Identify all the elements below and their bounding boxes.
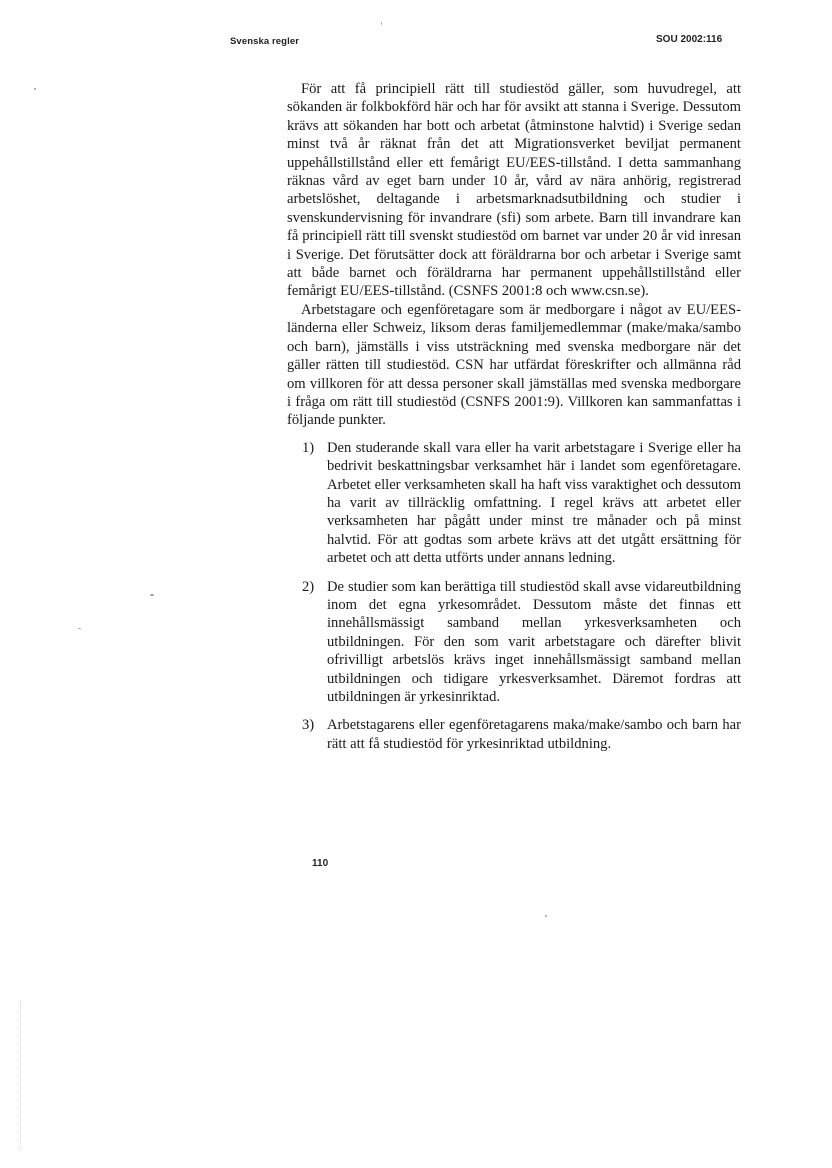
list-item (287, 439, 741, 568)
list-item-text: Den studerande skall vara eller ha varit arbetstagare i Sverige eller ha bedrivit beskattningsbar verksamhet här i landet som egenföretagare. Arbetet eller verksamheten skall ha haft viss varaktighet och dessutom ha varit av tillräcklig omfattning. I regel krävs att arbetet eller verksamheten har pågått under minst tre månader och på minst halvtid. För att godtas som arbete krävs att det utgått ersättning för arbetet och att detta utförts under annans ledning. (327, 439, 741, 567)
list-item-text: Arbetstagarens eller egenföretagarens maka/make/sambo och barn har rätt att få studiestöd för yrkesinriktad utbildning. (327, 717, 741, 752)
list-item-number: 3) (302, 717, 315, 734)
list-item (287, 578, 741, 707)
scan-speck (545, 915, 547, 917)
scan-speck (34, 88, 36, 90)
paragraph-eligibility: För att få principiell rätt till studiestöd gäller, som huvudregel, att sökanden är folkbokförd här och har för avsikt att stanna i Sverige. Dessutom krävs att sökanden har bott och arbetat (åtminstone halvtid) i Sverige sedan minst två år räknat från det att Migrationsverket beviljat permanent uppehållstillstånd eller ett femårigt EU/EES-tillstånd. I detta sammanhang räknas vård av eget barn under 10 år, vård av nära anhörig, registrerad arbetslöshet, deltagande i arbetsmarknadsutbildning och studier i svenskundervisning för invandrare (sfi) som arbete. Barn till invandrare kan få principiell rätt till svenskt studiestöd om barnet var under 20 år vid inresan i Sverige. Det förutsätter dock att föräldrarna bor och arbetar i Sverige samt att både barnet och föräldrarna har permanent uppehållstillstånd eller femårigt EU/EES-tillstånd. (CSNFS 2001:8 och www.csn.se). (287, 81, 741, 300)
scan-edge-artifact (20, 1000, 22, 1150)
paragraph-eu-ees-workers: Arbetstagare och egenföretagare som är medborgare i något av EU/EES-länderna eller Schweiz, liksom deras familjemedlemmar (make/maka/sambo och barn), jämställs i viss utsträckning med svenska medborgare när det gäller rätten till studiestöd. CSN har utfärdat föreskrifter och allmänna råd om villkoren för att dessa personer skall jämställas med svenska medborgare i fråga om rätt till studiestöd (CSNFS 2001:9). Villkoren kan sammanfattas i följande punkter. (287, 301, 741, 429)
list-item-number: 1) (302, 439, 315, 456)
list-item (287, 716, 741, 753)
list-item-number: 2) (302, 578, 315, 595)
scan-speck (78, 628, 81, 629)
scan-speck (150, 594, 154, 596)
page-number: 110 (312, 858, 329, 869)
page-body (287, 80, 741, 763)
list-item-text: De studier som kan berättiga till studiestöd skall avse vidareutbildning inom det egna yrkesområdet. Dessutom måste det finnas ett innehållsmässigt samband mellan yrkesverksamheten och utbildningen. För den som varit arbetstagare och därefter blivit ofrivilligt arbetslös krävs inget innehållsmässigt samband mellan utbildningen och tidigare yrkesverksamhet. Däremot fordras att utbildningen är yrkesinriktad. (327, 578, 741, 705)
scan-speck (381, 22, 382, 25)
running-header-title: Svenska regler (230, 36, 299, 47)
conditions-list (287, 439, 741, 754)
running-header-report-id: SOU 2002:116 (656, 34, 723, 45)
